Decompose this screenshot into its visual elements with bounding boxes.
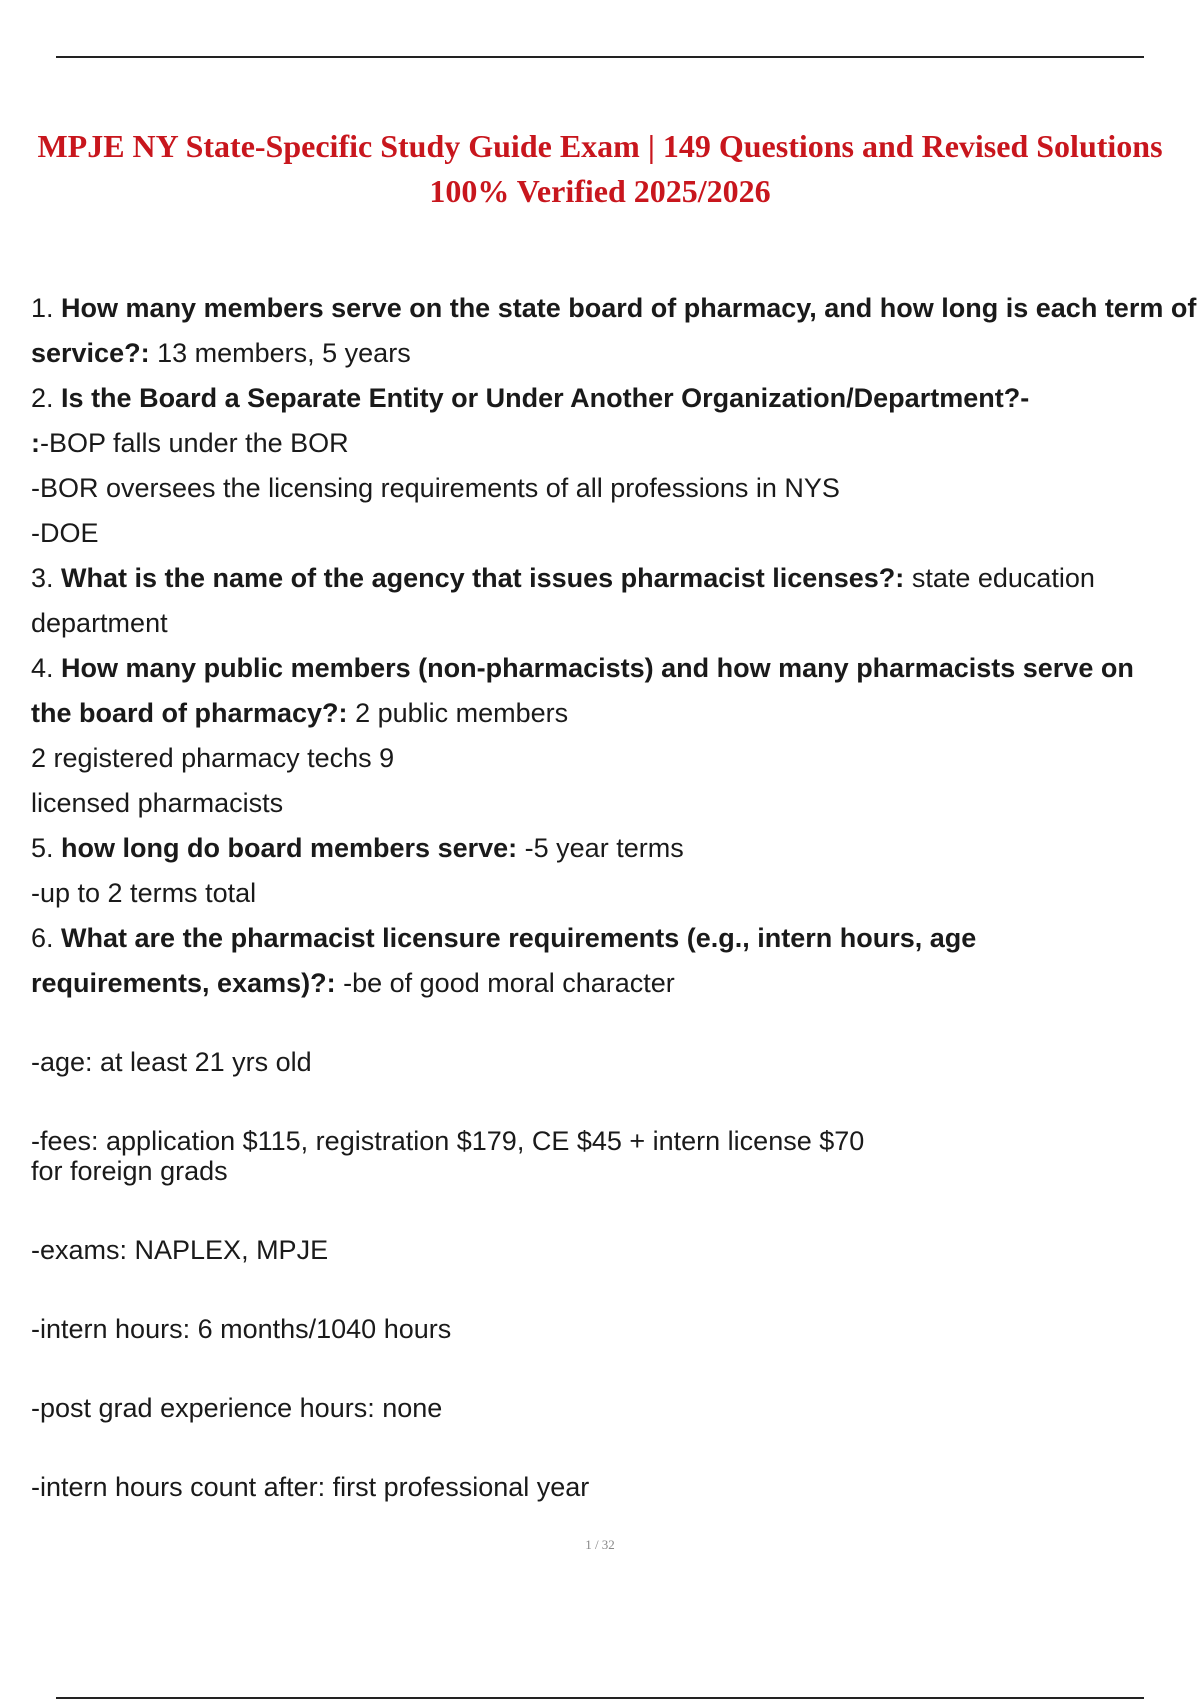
bottom-rule: [56, 1697, 1144, 1699]
q4-number: 4.: [31, 653, 54, 683]
q6-intern-count: -intern hours count after: first professional year: [31, 1472, 590, 1502]
q6-exams: -exams: NAPLEX, MPJE: [31, 1235, 329, 1265]
q1-question-cont: service?:: [31, 338, 150, 368]
q4-answer-2: 2 registered pharmacy techs 9: [31, 743, 395, 773]
q1-line-2: [31, 331, 1191, 376]
q6-question: What are the pharmacist licensure requirements (e.g., intern hours, age: [61, 923, 977, 953]
q1-question: How many members serve on the state board of pharmacy, and how long is each term of: [61, 293, 1197, 323]
q3-answer-cont: department: [31, 608, 168, 638]
q4-line-1: [31, 646, 1191, 691]
q1-answer: 13 members, 5 years: [157, 338, 411, 368]
q6-intern-hours: -intern hours: 6 months/1040 hours: [31, 1314, 452, 1344]
q6-fees-cont: for foreign grads: [31, 1156, 228, 1186]
q5-line-1: [31, 826, 1191, 871]
q4-answer-1: 2 public members: [355, 698, 569, 728]
title-line-2: 100% Verified 2025/2026: [429, 173, 771, 209]
q6-line-2: [31, 961, 1191, 1006]
q3-number: 3.: [31, 563, 54, 593]
q4-question-cont: the board of pharmacy?:: [31, 698, 348, 728]
document-title: [0, 124, 1200, 214]
q2-answer-line-1: [31, 421, 1191, 466]
top-rule: [56, 56, 1144, 58]
q4-question: How many public members (non-pharmacists) and how many pharmacists serve on: [61, 653, 1134, 683]
q6-age: -age: at least 21 yrs old: [31, 1047, 312, 1077]
q6-fees: -fees: application $115, registration $179, CE $45 + intern license $70: [31, 1126, 865, 1156]
q1-number: 1.: [31, 293, 54, 323]
page-number: 1 / 32: [585, 1537, 615, 1552]
q3-line-1: [31, 556, 1191, 601]
q2-colon: :: [31, 428, 40, 458]
q3-question: What is the name of the agency that issues pharmacist licenses?:: [61, 563, 905, 593]
q2-line-1: [31, 376, 1191, 421]
q5-number: 5.: [31, 833, 54, 863]
q5-question: how long do board members serve:: [61, 833, 518, 863]
q6-answer-1: -be of good moral character: [343, 968, 675, 998]
q6-question-cont: requirements, exams)?:: [31, 968, 336, 998]
title-line-1: MPJE NY State-Specific Study Guide Exam | 149 Questions and Revised Solutions: [37, 128, 1163, 164]
q2-answer-2: -BOR oversees the licensing requirements of all professions in NYS: [31, 473, 840, 503]
q5-answer-2: -up to 2 terms total: [31, 878, 257, 908]
q2-answer-3: -DOE: [31, 518, 99, 548]
study-guide-content: [31, 286, 1197, 1510]
q6-post-grad: -post grad experience hours: none: [31, 1393, 443, 1423]
q2-answer-1: -BOP falls under the BOR: [40, 428, 349, 458]
q2-number: 2.: [31, 383, 54, 413]
q6-number: 6.: [31, 923, 54, 953]
q5-answer-1: -5 year terms: [524, 833, 684, 863]
q1-line-1: [31, 286, 1197, 331]
q4-line-2: [31, 691, 1191, 736]
q6-line-1: [31, 916, 1191, 961]
q2-question: Is the Board a Separate Entity or Under Another Organization/Department?-: [61, 383, 1030, 413]
q3-answer: state education: [911, 563, 1095, 593]
q4-answer-3: licensed pharmacists: [31, 788, 284, 818]
